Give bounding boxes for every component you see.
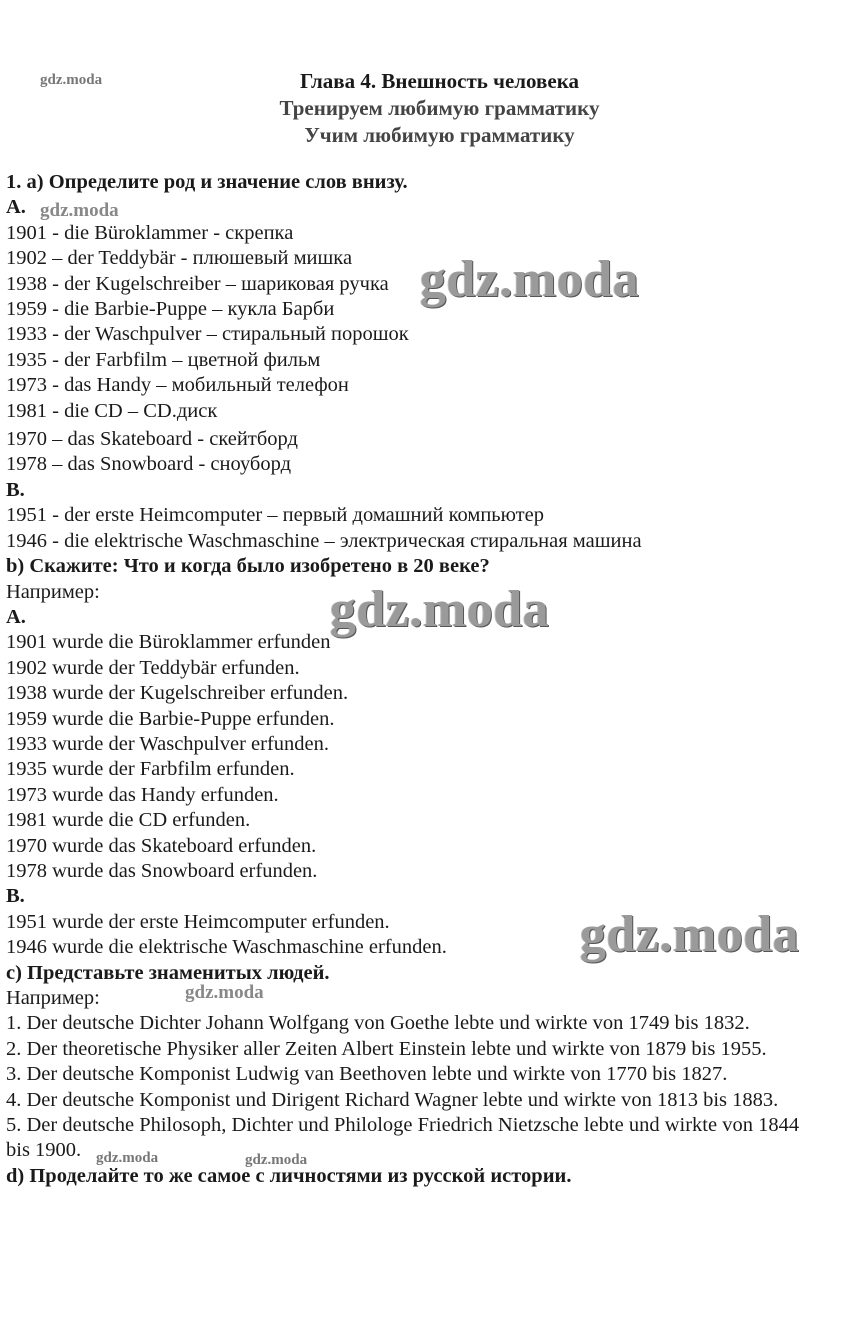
watermark-logo-top-left: gdz.moda <box>40 72 103 88</box>
section-c-heading: c) Представьте знаменитых людей. <box>6 961 330 984</box>
list-item: 1938 wurde der Kugelschreiber erfunden. <box>6 682 349 705</box>
list-item: 2. Der theoretische Physiker aller Zeiten Albert Einstein lebte und wirkte von 1879 bis 1955. <box>6 1037 767 1060</box>
watermark-logo: gdz.moda <box>40 200 119 221</box>
watermark-logo: gdz.moda <box>330 581 550 638</box>
chapter-title: Глава 4. Внешность человека <box>300 69 579 93</box>
chapter-subtitle: Тренируем любимую грамматику <box>279 96 600 120</box>
section-a-heading: 1. а) Определите род и значение слов внизу. <box>6 171 408 193</box>
list-item: 1970 – das Skateboard - скейтборд <box>6 428 298 451</box>
list-item: 1973 wurde das Handy erfunden. <box>6 783 279 806</box>
list-item: 1973 - das Handy – мобильный телефон <box>6 374 349 397</box>
example-label: Например: <box>6 987 100 1009</box>
list-item: 1946 - die elektrische Waschmaschine – электрическая стиральная машина <box>6 529 642 552</box>
list-item: 5. Der deutsche Philosoph, Dichter und Philologe Friedrich Nietzsche lebte und wirkte von 1844 <box>6 1114 800 1137</box>
list-item: 1933 wurde der Waschpulver erfunden. <box>6 732 330 755</box>
list-item: 1938 - der Kugelschreiber – шариковая ручка <box>6 272 389 295</box>
list-item: 3. Der deutsche Komponist Ludwig van Beethoven lebte und wirkte von 1770 bis 1827. <box>6 1063 728 1086</box>
list-item: 1978 wurde das Snowboard erfunden. <box>6 859 318 882</box>
list-item: 1951 - der erste Heimcomputer – первый домашний компьютер <box>6 504 544 527</box>
example-label: Например: <box>6 580 100 603</box>
chapter-subtitle: Учим любимую грамматику <box>304 123 575 147</box>
exercise-content <box>6 170 862 1189</box>
group-label: А. <box>6 196 26 219</box>
group-label: В. <box>6 885 25 908</box>
list-item: 1901 - die Büroklammer - скрепка <box>6 221 294 244</box>
section-b-heading: b) Скажите: Что и когда было изобретено в 20 веке? <box>6 555 490 578</box>
watermark-logo: gdz.moda <box>185 982 264 1003</box>
list-item: 1970 wurde das Skateboard erfunden. <box>6 834 317 857</box>
list-item: 4. Der deutsche Komponist und Dirigent Richard Wagner lebte und wirkte von 1813 bis 1883. <box>6 1088 779 1111</box>
list-item: 1946 wurde die elektrische Waschmaschine erfunden. <box>6 936 447 959</box>
watermark-logo: gdz.moda <box>96 1150 159 1166</box>
list-item: 1981 wurde die CD erfunden. <box>6 809 251 832</box>
list-item: 1951 wurde der erste Heimcomputer erfunden. <box>6 910 390 933</box>
list-item: 1959 wurde die Barbie-Puppe erfunden. <box>6 707 335 730</box>
list-item: bis 1900. <box>6 1139 82 1162</box>
watermark-logo: gdz.moda <box>245 1152 308 1168</box>
list-item: 1901 wurde die Büroklammer erfunden <box>6 631 331 654</box>
page-header <box>0 68 864 149</box>
section-d-heading: d) Проделайте то же самое с личностями из русской истории. <box>6 1164 572 1187</box>
list-item: 1978 – das Snowboard - сноуборд <box>6 453 292 476</box>
list-item: 1935 wurde der Farbfilm erfunden. <box>6 758 295 781</box>
list-item: 1959 - die Barbie-Puppe – кукла Барби <box>6 298 335 321</box>
list-item: 1933 - der Waschpulver – стиральный порошок <box>6 323 409 346</box>
list-item: 1935 - der Farbfilm – цветной фильм <box>6 348 321 371</box>
group-label: А. <box>6 605 26 628</box>
list-item: 1. Der deutsche Dichter Johann Wolfgang von Goethe lebte und wirkte von 1749 bis 1832. <box>6 1012 750 1035</box>
list-item: 1902 wurde der Teddybär erfunden. <box>6 656 300 679</box>
watermark-logo: gdz.moda <box>420 251 640 308</box>
group-label: В. <box>6 478 25 501</box>
watermark-logo: gdz.moda <box>580 906 800 963</box>
list-item: 1902 – der Teddybär - плюшевый мишка <box>6 247 353 270</box>
list-item: 1981 - die CD – CD.диск <box>6 399 218 422</box>
